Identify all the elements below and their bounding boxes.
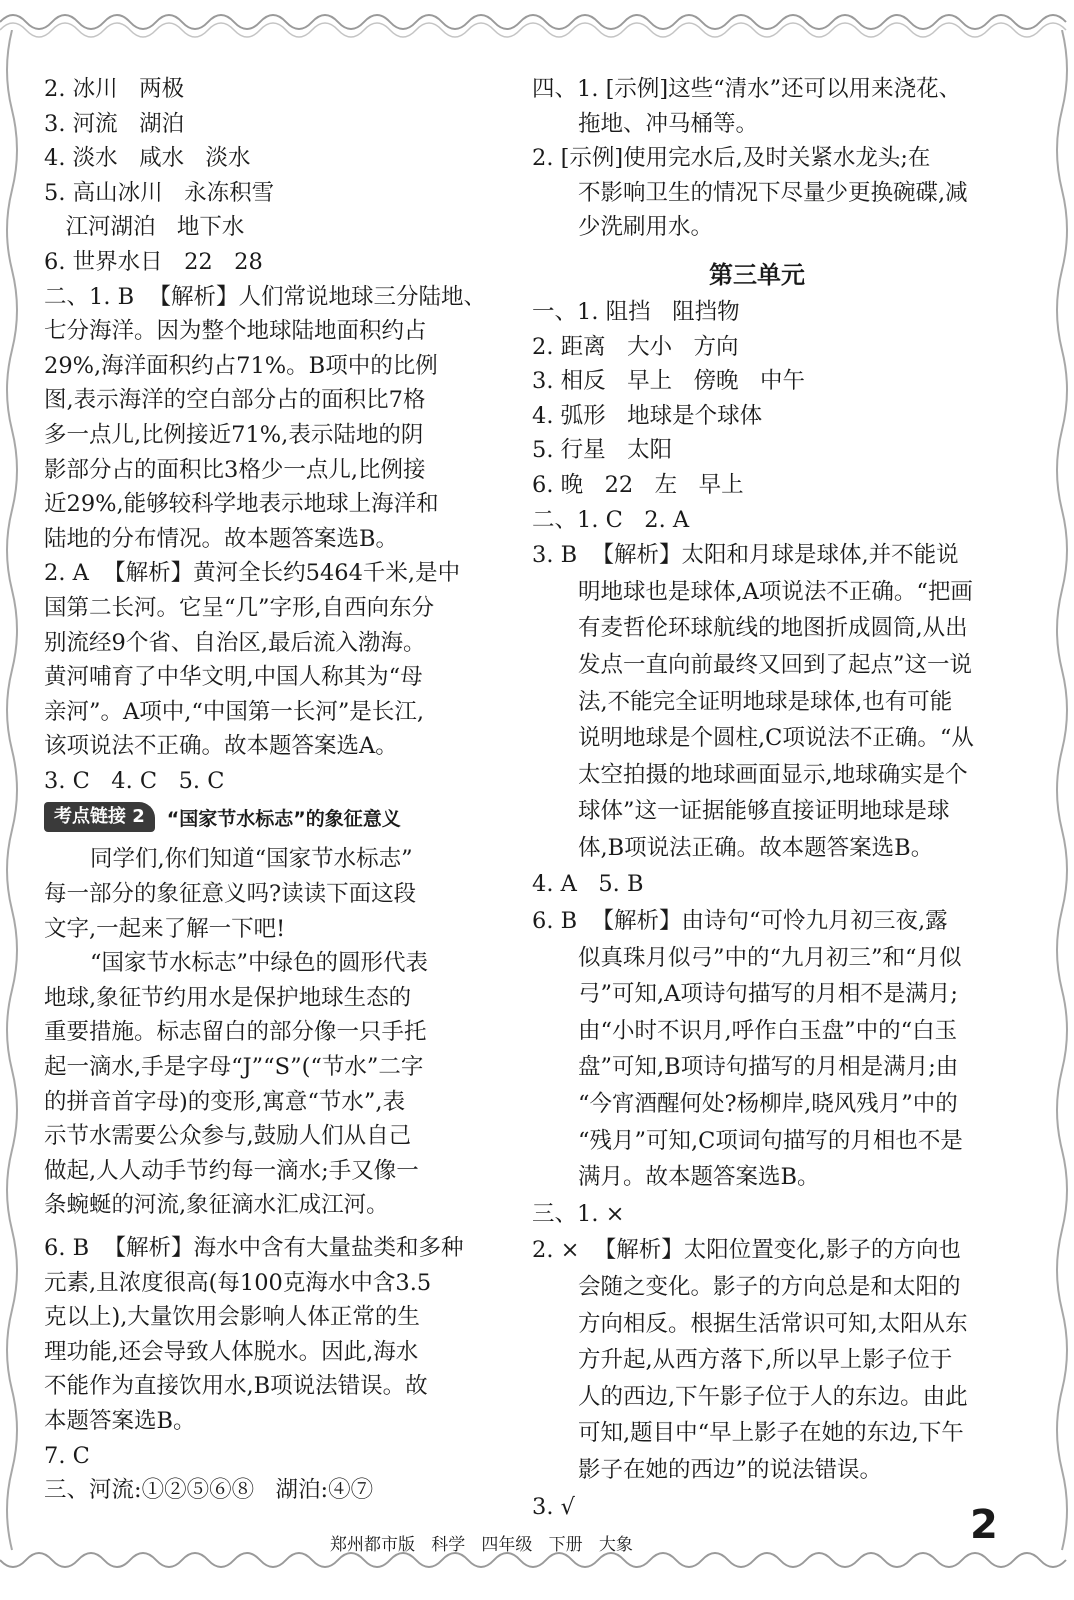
answer-line: 方向相反。根据生活常识可知,太阳从东 <box>578 1310 968 1337</box>
answer-line: 5. 行星 太阳 <box>532 437 673 464</box>
answer-line: 多一点儿,比例接近71%,表示陆地的阴 <box>44 421 424 448</box>
answer-line: 4. 淡水 咸水 淡水 <box>44 145 251 172</box>
answer-line: 近29%,能够较科学地表示地球上海洋和 <box>44 491 439 518</box>
answer-line: 影子在她的西边”的说法错误。 <box>578 1456 883 1483</box>
answer-line: 有麦哲伦环球航线的地图折成圆筒,从出 <box>578 615 968 642</box>
answer-line: 亲河”。A项中,“中国第一长河”是长江, <box>44 698 425 725</box>
answer-line: 4. A 5. B <box>532 871 644 898</box>
answer-line: 29%,海洋面积约占71%。B项中的比例 <box>44 352 438 379</box>
answer-line: 5. 高山冰川 永冻积雪 <box>44 179 275 206</box>
answer-line: 本题答案选B。 <box>44 1407 196 1434</box>
answer-line: 2. 距离 大小 方向 <box>532 333 739 360</box>
kaodian-line: 重要措施。标志留白的部分像一只手托 <box>44 1019 427 1046</box>
answer-line: 一、1. 阻挡 阻挡物 <box>532 298 740 325</box>
answer-line: 图,表示海洋的空白部分占的面积比7格 <box>44 387 426 414</box>
answer-line: 拖地、冲马桶等。 <box>578 110 759 137</box>
answer-line: 弓”可知,A项诗句描写的月相不是满月; <box>578 981 958 1008</box>
answer-line: 太空拍摄的地球画面显示,地球确实是个 <box>578 761 968 788</box>
answer-line: 江河湖泊 地下水 <box>44 214 245 241</box>
kaodian-line: “国家节水标志”中绿色的圆形代表 <box>90 950 429 977</box>
kaodian-line: 示节水需要公众参与,鼓励人们从自己 <box>44 1123 412 1150</box>
answer-line: 四、1. [示例]这些“清水”还可以用来浇花、 <box>532 76 962 102</box>
kaodian-line: 做起,人人动手节约每一滴水;手又像一 <box>44 1157 419 1184</box>
answer-line: 理功能,还会导致人体脱水。因此,海水 <box>44 1338 419 1365</box>
answer-line: 二、1. C 2. A <box>532 506 690 533</box>
kaodian-line: 每一部分的象征意义吗?读读下面这段 <box>44 881 417 908</box>
answer-line: 二、1. B 【解析】人们常说地球三分陆地、 <box>44 283 486 310</box>
answer-line: 会随之变化。影子的方向总是和太阳的 <box>578 1274 961 1300</box>
answer-line: 少洗刷用水。 <box>578 214 714 241</box>
answer-line: 法,不能完全证明地球是球体,也有可能 <box>578 688 953 715</box>
answer-line: 3. 河流 湖泊 <box>44 110 185 137</box>
answer-line: 三、河流:①②⑤⑥⑧ 湖泊:④⑦ <box>44 1477 374 1504</box>
answer-line: 3. √ <box>532 1493 575 1520</box>
answer-line: 满月。故本题答案选B。 <box>578 1164 820 1191</box>
answer-line: 球体”这一证据能够直接证明地球是球 <box>578 798 950 825</box>
kaodian-line: 同学们,你们知道“国家节水标志” <box>90 846 413 873</box>
kaodian-line: 条蜿蜒的河流,象征滴水汇成江河。 <box>44 1192 389 1219</box>
answer-line: 似真珠月似弓”中的“九月初三”和“月似 <box>578 944 962 971</box>
answer-line: 3. 相反 早上 傍晚 中午 <box>532 368 805 395</box>
answer-line: 2. 冰川 两极 <box>44 76 185 102</box>
answer-line: 克以上),大量饮用会影响人体正常的生 <box>44 1304 420 1331</box>
answer-line: 说明地球是个圆柱,C项说法不正确。“从 <box>578 725 974 752</box>
kaodian-line: 文字,一起来了解一下吧! <box>44 915 286 942</box>
answer-line: 6. B 【解析】海水中含有大量盐类和多种 <box>44 1235 464 1261</box>
answer-line: 6. 晚 22 左 早上 <box>532 471 744 498</box>
answer-line: 盘”可知,B项诗句描写的月相是满月;由 <box>578 1054 959 1081</box>
kaodian-line: 地球,象征节约用水是保护地球生态的 <box>44 984 412 1011</box>
kaodian-header <box>44 800 499 834</box>
answer-line: 三、1. × <box>532 1200 625 1227</box>
answer-line: 可知,题目中“早上影子在她的东边,下午 <box>578 1420 964 1447</box>
answer-line: 4. 弧形 地球是个球体 <box>532 402 763 429</box>
answer-line: 6. B 【解析】由诗句“可怜九月初三夜,露 <box>532 908 948 935</box>
answer-line: 6. 世界水日 22 28 <box>44 248 263 275</box>
answer-line: “今宵酒醒何处?杨柳岸,晓风残月”中的 <box>578 1091 958 1118</box>
answer-line: 方升起,从西方落下,所以早上影子位于 <box>578 1347 953 1374</box>
kaodian-line: 的拼音首字母)的变形,寓意“节水”,表 <box>44 1088 406 1115</box>
answer-line: 影部分占的面积比3格少一点儿,比例接 <box>44 456 426 483</box>
kaodian-line: 起一滴水,手是字母“J”“S”(“节水”二字 <box>44 1054 424 1081</box>
answer-line: 2. × 【解析】太阳位置变化,影子的方向也 <box>532 1237 961 1264</box>
answer-line: 人的西边,下午影子位于人的东边。由此 <box>578 1383 968 1410</box>
answer-line: 黄河哺育了中华文明,中国人称其为“母 <box>44 664 423 691</box>
footer-text: 郑州都市版 科学 四年级 下册 大象 <box>330 1535 633 1555</box>
answer-line: 3. B 【解析】太阳和月球是球体,并不能说 <box>532 542 959 569</box>
answer-line: 体,B项说法正确。故本题答案选B。 <box>578 834 934 861</box>
kaodian-text <box>44 842 499 1223</box>
left-column <box>44 72 499 1508</box>
answer-line: 该项说法不正确。故本题答案选A。 <box>44 733 398 760</box>
answer-line: 不影响卫生的情况下尽量少更换碗碟,减 <box>578 179 968 206</box>
kaodian-title: “国家节水标志”的象征意义 <box>166 807 401 830</box>
right-column <box>532 72 982 1525</box>
answer-line: 发点一直向前最终又回到了起点”这一说 <box>578 651 973 678</box>
answer-line: 明地球也是球体,A项说法不正确。“把画 <box>578 578 973 605</box>
page-number: 2 <box>970 1502 998 1548</box>
answer-line: 7. C <box>44 1442 90 1469</box>
answer-line: “残月”可知,C项词句描写的月相也不是 <box>578 1127 963 1154</box>
unit-title: 第三单元 <box>709 260 805 289</box>
answer-line: 2. [示例]使用完水后,及时关紧水龙头;在 <box>532 145 931 172</box>
top-wavy-border <box>0 0 1074 40</box>
answer-line: 陆地的分布情况。故本题答案选B。 <box>44 525 399 552</box>
answer-line: 2. A 【解析】黄河全长约5464千米,是中 <box>44 560 461 587</box>
answer-line: 元素,且浓度很高(每100克海水中含3.5 <box>44 1269 432 1296</box>
right-wavy-border <box>1050 30 1074 1560</box>
page-footer <box>0 1526 1074 1556</box>
answer-line: 国第二长河。它呈“几”字形,自西向东分 <box>44 594 435 621</box>
kaodian-badge: 考点链接 2 <box>44 802 155 832</box>
answer-line: 七分海洋。因为整个地球陆地面积约占 <box>44 318 427 345</box>
left-wavy-border <box>0 30 24 1560</box>
answer-line: 3. C 4. C 5. C <box>44 767 225 794</box>
answer-line: 别流经9个省、自治区,最后流入渤海。 <box>44 629 426 656</box>
answer-line: 由“小时不识月,呼作白玉盘”中的“白玉 <box>578 1017 958 1044</box>
answer-line: 不能作为直接饮用水,B项说法错误。故 <box>44 1373 428 1400</box>
